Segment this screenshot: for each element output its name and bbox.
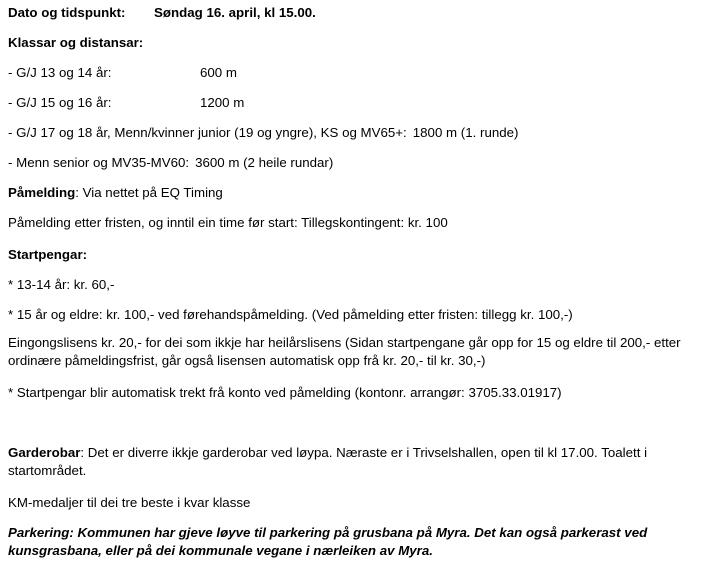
date-time-value: Søndag 16. april, kl 15.00. xyxy=(154,5,316,20)
license-paragraph: Eingongslisens kr. 20,- for dei som ikkje har heilårslisens (Sidan startpengane går opp for 15 og eldre til 200,- etter ordinære påmeldingsfrist, går også lisensen automatisk opp frå kr. 20,- til kr. 30,-) xyxy=(8,335,681,368)
account-note: * Startpengar blir automatisk trekt frå konto ved påmelding (kontonr. arrangør: 3705.33.01917) xyxy=(8,385,562,400)
registration-text: : Via nettet på EQ Timing xyxy=(75,185,223,200)
wardrobe-text: : Det er diverre ikkje garderobar ved løypa. Næraste er i Trivselshallen, open til kl 17.00. Toalett i startområdet. xyxy=(8,445,648,478)
wardrobe-heading: Garderobar xyxy=(8,445,81,460)
fee-item: * 13-14 år: kr. 60,- xyxy=(8,277,115,292)
date-time-label: Dato og tidspunkt: xyxy=(8,5,126,20)
registration-heading: Påmelding xyxy=(8,185,76,200)
fees-heading: Startpengar: xyxy=(8,247,88,262)
distance-label: - G/J 15 og 16 år: xyxy=(8,95,112,110)
parking-paragraph: Parkering: Kommunen har gjeve løyve til parkering på grusbana på Myra. Det kan også parkerast ved kunsgrasbana, eller på dei kommunale vegane i nærleiken av Myra. xyxy=(8,525,648,558)
wardrobe-paragraph xyxy=(8,444,708,479)
distance-value: 600 m xyxy=(200,65,237,80)
distance-label: - Menn senior og MV35-MV60: xyxy=(8,155,190,170)
distance-value: 1200 m xyxy=(200,95,245,110)
date-time-row xyxy=(8,4,718,21)
distance-row xyxy=(8,124,718,141)
fee-item: * 15 år og eldre: kr. 100,- ved førehandspåmelding. (Ved påmelding etter fristen: tillegg kr. 100,-) xyxy=(8,307,573,322)
distance-row xyxy=(8,94,718,111)
late-registration-text: Påmelding etter fristen, og inntil ein time før start: Tillegskontingent: kr. 100 xyxy=(8,215,448,230)
distance-label: - G/J 17 og 18 år, Menn/kvinner junior (19 og yngre), KS og MV65+: xyxy=(8,125,407,140)
distance-row xyxy=(8,64,718,81)
distance-value: 1800 m (1. runde) xyxy=(412,125,519,140)
distance-label: - G/J 13 og 14 år: xyxy=(8,65,112,80)
medals-line: KM-medaljer til dei tre beste i kvar klasse xyxy=(8,495,251,510)
distance-row xyxy=(8,154,718,171)
classes-heading: Klassar og distansar: xyxy=(8,35,144,50)
distance-value: 3600 m (2 heile rundar) xyxy=(195,155,334,170)
registration-line xyxy=(8,184,718,201)
